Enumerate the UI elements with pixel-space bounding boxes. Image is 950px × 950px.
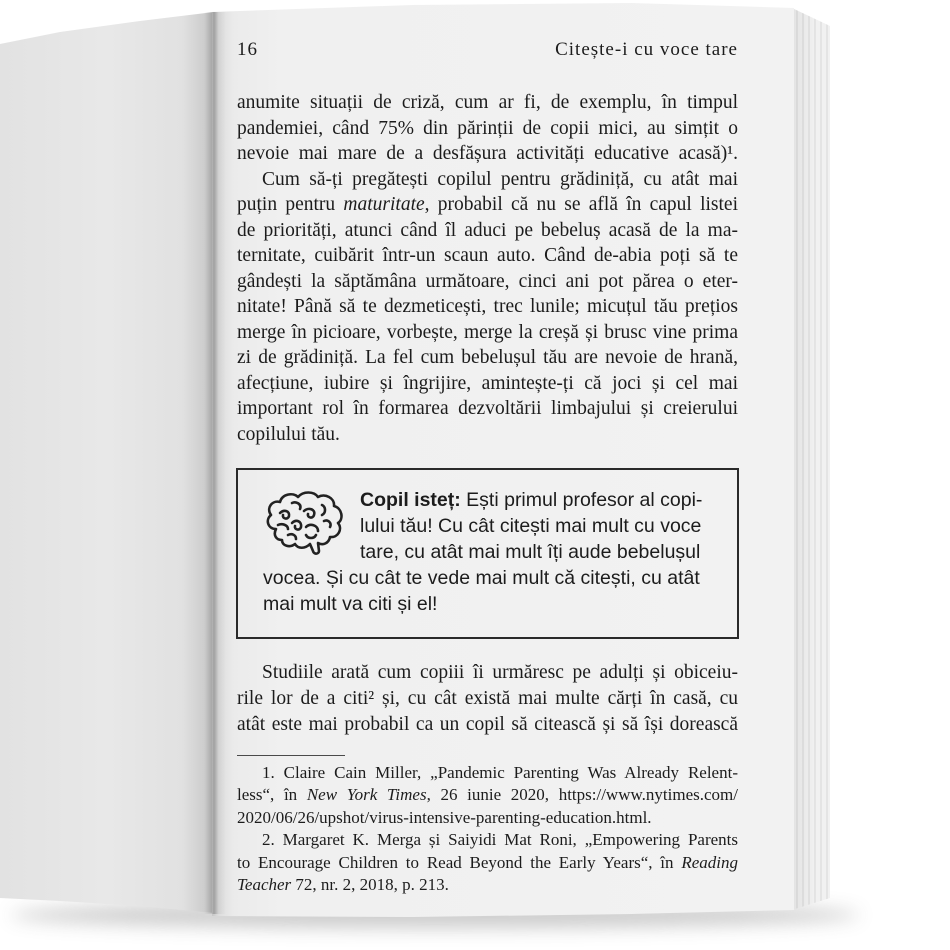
paragraph-2-line: copilului tău. (237, 423, 340, 445)
paragraph-3-line: atât este mai probabil ca un copil să citească și să își dorească (237, 714, 738, 735)
line-text: 72, nr. 2, 2018, p. 213. (291, 875, 449, 895)
footnote-1-line: 2020/06/26/upshot/virus-intensive-parenting-education.html. (237, 807, 652, 827)
paragraph-2-line: gândești la săptămâna următoare, cinci ani pot părea o eter- (237, 270, 738, 292)
footnote-1-line (237, 784, 738, 806)
paragraph-2-line: merge în picioare, vorbește, merge la creșă și brusc vine prima (237, 321, 738, 343)
tip-text (263, 487, 733, 617)
footnote-2-line: 2. Margaret K. Merga și Saiyidi Mat Roni, „Empowering Parents (262, 830, 738, 850)
paragraph-3-line: Studiile arată cum copiii îi urmăresc pe adulți și obiceiu- (262, 662, 738, 683)
paragraph-1-line: nevoie mai mare de a desfășura activități educative acasă)¹. (237, 143, 738, 164)
tip-label: Copil isteț: (360, 489, 461, 511)
footnotes (237, 762, 738, 896)
paragraph-2-line: important rol în formarea dezvoltării limbajului și creierului (237, 398, 738, 419)
footnote-1-line: 1. Claire Cain Miller, „Pandemic Parenting Was Already Relent- (262, 763, 738, 782)
tip-line: lului tău! Cu cât citești mai mult cu voce (360, 515, 702, 537)
paragraph-3-line: rile lor de a citi² și, cu cât există mai multe cărți în casă, cu (237, 688, 738, 709)
tip-line: vocea. Și cu cât te vede mai mult că citești, cu atât (263, 567, 700, 589)
line-text: , probabil că nu se află în capul listei (424, 194, 738, 215)
italic-term: maturitate (343, 194, 425, 215)
paragraph-2-line: zi de grădiniță. La fel cum bebelușul tău are nevoie de hrană, (237, 347, 738, 368)
line-text: , 26 iunie 2020, https://www.nytimes.com/ (426, 785, 738, 805)
footnote-2-line (237, 874, 738, 896)
spine-shadow (204, 12, 226, 914)
page-number: 16 (237, 39, 258, 60)
paragraph-2-line: nitate! Până să te dezmeticești, trec lunile; micuțul tău prețios (237, 296, 738, 317)
italic-title: Teacher (237, 875, 292, 895)
paragraph-2-line: afecțiune, iubire și îngrijire, amintește-ți că joci și cel mai (237, 372, 738, 394)
page-header (237, 38, 738, 62)
footnote-rule (237, 755, 345, 756)
body-text-lower (237, 660, 738, 738)
left-page (0, 0, 214, 920)
paragraph-1-line: pandemiei, când 75% din părinții de copii mici, au simțit o (237, 117, 738, 139)
italic-title: New York Times (306, 785, 427, 805)
paragraph-2-line: ternitate, cuibărit într-un scaun auto. Când de-abia poți să te (237, 245, 738, 266)
italic-title: Reading (681, 852, 738, 872)
running-title: Citește-i cu voce tare (555, 39, 738, 60)
paragraph-2-line: Cum să-ți pregătești copilul pentru grădiniță, cu atât mai (262, 168, 738, 190)
paragraph-2-line (237, 192, 738, 218)
page-edges (792, 0, 832, 920)
tip-line: tare, cu atât mai mult îți aude bebelușul (360, 541, 701, 563)
line-text: less“, în (237, 785, 307, 805)
tip-line (263, 487, 733, 513)
body-text-upper (237, 90, 738, 447)
line-text: to Encourage Children to Read Beyond the Early Years“, în (237, 852, 682, 872)
tip-line-text: Ești primul profesor al copi- (466, 489, 703, 511)
line-text: puțin pentru (237, 194, 344, 215)
paragraph-2-line: de priorități, atunci când îl aduci pe bebeluș acasă de la ma- (237, 219, 738, 241)
paragraph-1-line: anumite situații de criză, cum ar fi, de exemplu, în timpul (237, 92, 738, 113)
footnote-2-line (237, 852, 738, 874)
tip-line: mai mult va citi și el! (263, 593, 438, 615)
